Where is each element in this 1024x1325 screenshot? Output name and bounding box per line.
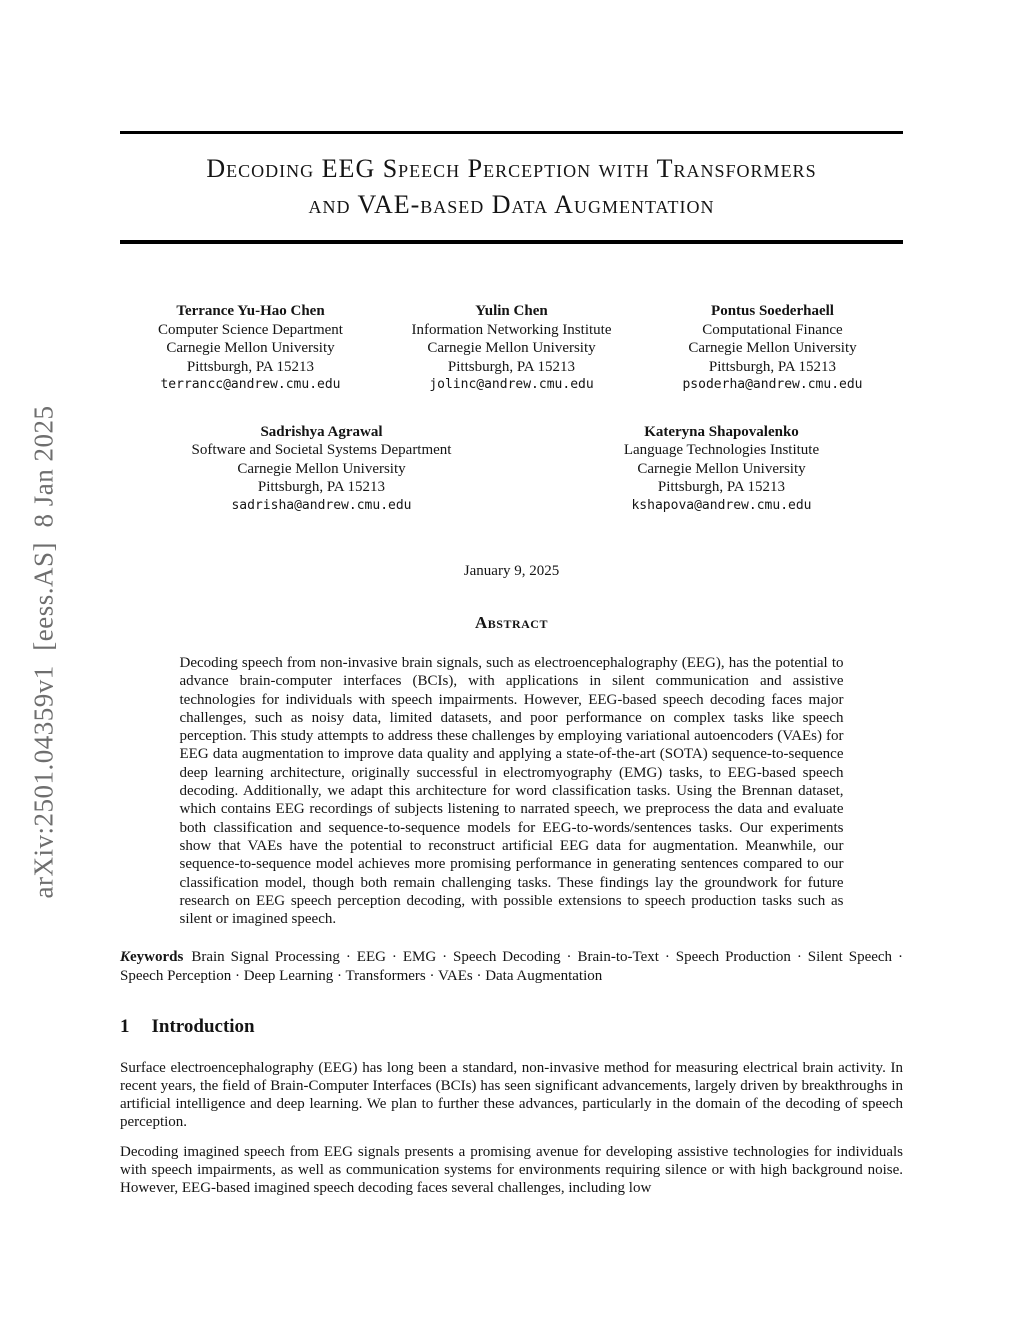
author-location: Pittsburgh, PA 15213 <box>257 479 386 495</box>
author-location: Pittsburgh, PA 15213 <box>708 358 837 375</box>
intro-paragraph-1: Surface electroencephalography (EEG) has long been a standard, non-invasive method for measuring electrical brain activity. In recent years, the field of Brain-Computer Interfaces (BCIs) has seen significant advancements, largely driven by breakthroughs in artificial intelligence and deep learning. We plan to further these advances, particularly in the domain of the decoding of speech perception. <box>120 1060 903 1131</box>
author-name: Pontus Soederhaell <box>711 303 834 319</box>
author-block <box>557 423 887 516</box>
section-number: 1 <box>120 1016 130 1038</box>
author-university: Carnegie Mellon University <box>237 460 406 477</box>
author-department: Software and Societal Systems Department <box>191 442 452 458</box>
authors-row-2 <box>120 423 903 516</box>
author-name: Sadrishya Agrawal <box>260 423 383 440</box>
author-university: Carnegie Mellon University <box>637 460 806 477</box>
section-heading-introduction <box>120 1016 903 1038</box>
arxiv-watermark: arXiv:2501.04359v1 [eess.AS] 8 Jan 2025 <box>28 405 59 899</box>
author-block <box>157 423 487 516</box>
paper-title <box>120 151 903 223</box>
author-location: Pittsburgh, PA 15213 <box>447 358 576 375</box>
section-title: Introduction <box>151 1016 255 1038</box>
author-block <box>381 302 642 395</box>
title-rule-bottom <box>120 240 903 244</box>
author-email: sadrisha@andrew.cmu.edu <box>231 497 412 513</box>
keywords-label: eywords <box>130 949 184 966</box>
paper-title-line2: and VAE-based Data Augmentation <box>308 190 715 219</box>
author-email: psoderha@andrew.cmu.edu <box>682 377 863 392</box>
author-name: Kateryna Shapovalenko <box>644 423 799 440</box>
author-university: Carnegie Mellon University <box>166 340 335 356</box>
author-location: Pittsburgh, PA 15213 <box>657 479 786 495</box>
authors-row-1 <box>120 302 903 395</box>
author-name: Yulin Chen <box>475 303 548 319</box>
author-department: Language Technologies Institute <box>623 442 820 458</box>
author-email: jolinc@andrew.cmu.edu <box>429 377 594 392</box>
paper-content <box>120 0 903 1197</box>
intro-paragraph-2: Decoding imagined speech from EEG signals presents a promising avenue for developing assistive technologies for individuals with speech impairments, as well as communication systems for environments requiring silence or with high background noise. However, EEG-based imagined speech decoding faces several challenges, including low <box>120 1144 903 1197</box>
author-department: Computer Science Department <box>158 321 343 338</box>
author-university: Carnegie Mellon University <box>427 340 596 356</box>
publication-date: January 9, 2025 <box>463 563 560 579</box>
author-block <box>642 302 903 395</box>
author-block <box>120 302 381 395</box>
keywords-list: Brain Signal Processing · EEG · EMG · Speech Decoding · Brain-to-Text · Speech Production · Silent Speech · Speech Perception · Deep Learning · Transformers · VAEs · Data Augmentation <box>120 949 903 984</box>
author-department: Information Networking Institute <box>411 321 612 338</box>
author-location: Pittsburgh, PA 15213 <box>186 358 315 375</box>
keywords-line <box>120 948 903 985</box>
keywords-label-initial: K <box>120 949 131 966</box>
author-email: kshapova@andrew.cmu.edu <box>631 497 812 513</box>
title-rule-top <box>120 131 903 134</box>
author-department: Computational Finance <box>702 321 843 338</box>
abstract-text: Decoding speech from non-invasive brain signals, such as electroencephalography (EEG), has the potential to advance brain-computer interfaces (BCIs), with applications in silent communication and assistive technologies for individuals with speech impairments. However, EEG-based speech decoding faces major challenges, such as noisy data, limited datasets, and poor performance on complex tasks like speech perception. This study attempts to address these challenges by employing variational autoencoders (VAEs) for EEG data augmentation to improve data quality and applying a state-of-the-art (SOTA) sequence-to-sequence deep learning architecture, originally successful in electromyography (EMG) tasks, to EEG-based speech decoding. Additionally, we adapt this architecture for word classification tasks. Using the Brennan dataset, which contains EEG recordings of subjects listening to narrated speech, we preprocess the data and evaluate both classification and sequence-to-sequence models for EEG-to-words/sentences tasks. Our experiments show that VAEs have the potential to reconstruct artificial EEG data for augmentation. Meanwhile, our sequence-to-sequence model achieves more promising performance in generating sentences compared to our classification model, though both remain challenging tasks. These findings lay the groundwork for future research on EEG speech perception decoding, with possible extensions to speech production tasks such as silent or imagined speech. <box>179 655 844 928</box>
author-name: Terrance Yu-Hao Chen <box>176 303 325 319</box>
author-email: terrancc@andrew.cmu.edu <box>160 377 341 392</box>
abstract-heading: Abstract <box>475 613 548 632</box>
author-university: Carnegie Mellon University <box>688 340 857 356</box>
paper-title-line1: Decoding EEG Speech Perception with Transformers <box>206 154 817 183</box>
